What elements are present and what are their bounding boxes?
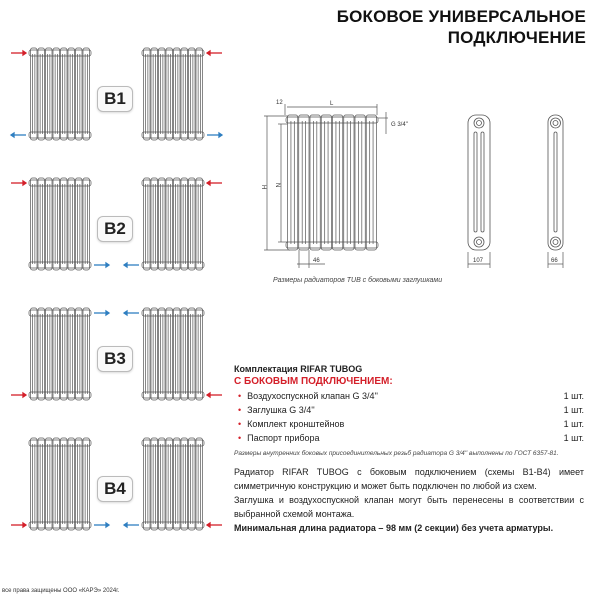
- kit-item-name: Паспорт прибора: [247, 433, 320, 443]
- kit-item-name: Комплект кронштейнов: [247, 419, 345, 429]
- radiator: [142, 438, 204, 530]
- copyright: все права защищены ООО «КАРЭ» 2024г.: [2, 588, 120, 594]
- kit-item-name: Воздухоспускной клапан G 3/4'': [247, 391, 378, 401]
- front-view-radiator: [286, 115, 378, 250]
- description-p1: Радиатор RIFAR TUBOG с боковым подключением (схемы В1-В4) имеет симметричную конструкцию и может быть подключен по любой из схем.: [234, 467, 584, 491]
- title-line-2: ПОДКЛЮЧЕНИЕ: [447, 28, 586, 47]
- scheme-label-b3: B3: [97, 346, 133, 372]
- radiator: [286, 115, 378, 250]
- dim-pitch: 46: [313, 258, 320, 264]
- drawing-caption: Размеры радиаторов TUB с боковыми заглушками: [273, 277, 443, 284]
- kit-item: • Воздухоспускной клапан G 3/4'' 1 шт.: [238, 391, 584, 401]
- kit-item-qty: 1 шт.: [563, 391, 584, 401]
- supply-arrow-icon: [207, 523, 222, 527]
- kit-item: • Комплект кронштейнов 1 шт.: [238, 419, 584, 429]
- side-view-three-column: [468, 115, 490, 250]
- kit-item: • Паспорт прибора 1 шт.: [238, 433, 584, 443]
- kit-note: Размеры внутренних боковых присоединительных резьб радиатора G 3/4'' выполнены по ГОСТ 6357-81.: [234, 450, 559, 457]
- dim-length: L: [330, 101, 334, 107]
- description: [234, 465, 584, 535]
- return-arrow-icon: [124, 311, 139, 315]
- description-p2: Заглушка и воздухоспускной клапан могут быть перенесены в соответствии с выбранной схемой монтажа.: [234, 495, 584, 519]
- dim-thread: G 3/4'': [391, 122, 408, 128]
- radiator: [29, 308, 91, 400]
- kit-item-name: Заглушка G 3/4'': [247, 405, 315, 415]
- dim-axis: N: [274, 183, 280, 188]
- scheme-label-b1: B1: [97, 86, 133, 112]
- title-line-1: БОКОВОЕ УНИВЕРСАЛЬНОЕ: [336, 7, 586, 26]
- kit-item-qty: 1 шт.: [563, 433, 584, 443]
- radiator: [29, 438, 91, 530]
- kit-item-qty: 1 шт.: [563, 405, 584, 415]
- kit-item-qty: 1 шт.: [563, 419, 584, 429]
- kit-item: • Заглушка G 3/4'' 1 шт.: [238, 405, 584, 415]
- radiator: [142, 308, 204, 400]
- return-arrow-icon: [94, 523, 109, 527]
- return-arrow-icon: [94, 311, 109, 315]
- dim-height: H: [260, 185, 266, 190]
- kit-subheading: С БОКОВЫМ ПОДКЛЮЧЕНИЕМ:: [234, 376, 393, 387]
- scheme-label-b2: B2: [97, 216, 133, 242]
- supply-arrow-icon: [11, 393, 26, 397]
- dim-depth-107: 107: [473, 258, 484, 264]
- kit-section: [234, 364, 584, 457]
- supply-arrow-icon: [207, 393, 222, 397]
- description-p3: Минимальная длина радиатора – 98 мм (2 секции) без учета арматуры.: [234, 523, 554, 533]
- scheme-label-b4: B4: [97, 476, 133, 502]
- return-arrow-icon: [124, 523, 139, 527]
- kit-heading: Комплектация RIFAR TUBOG: [234, 364, 363, 374]
- side-view-two-column: [548, 115, 563, 250]
- dim-top-offset: 12: [276, 100, 283, 106]
- dim-depth-66: 66: [551, 258, 558, 264]
- supply-arrow-icon: [11, 523, 26, 527]
